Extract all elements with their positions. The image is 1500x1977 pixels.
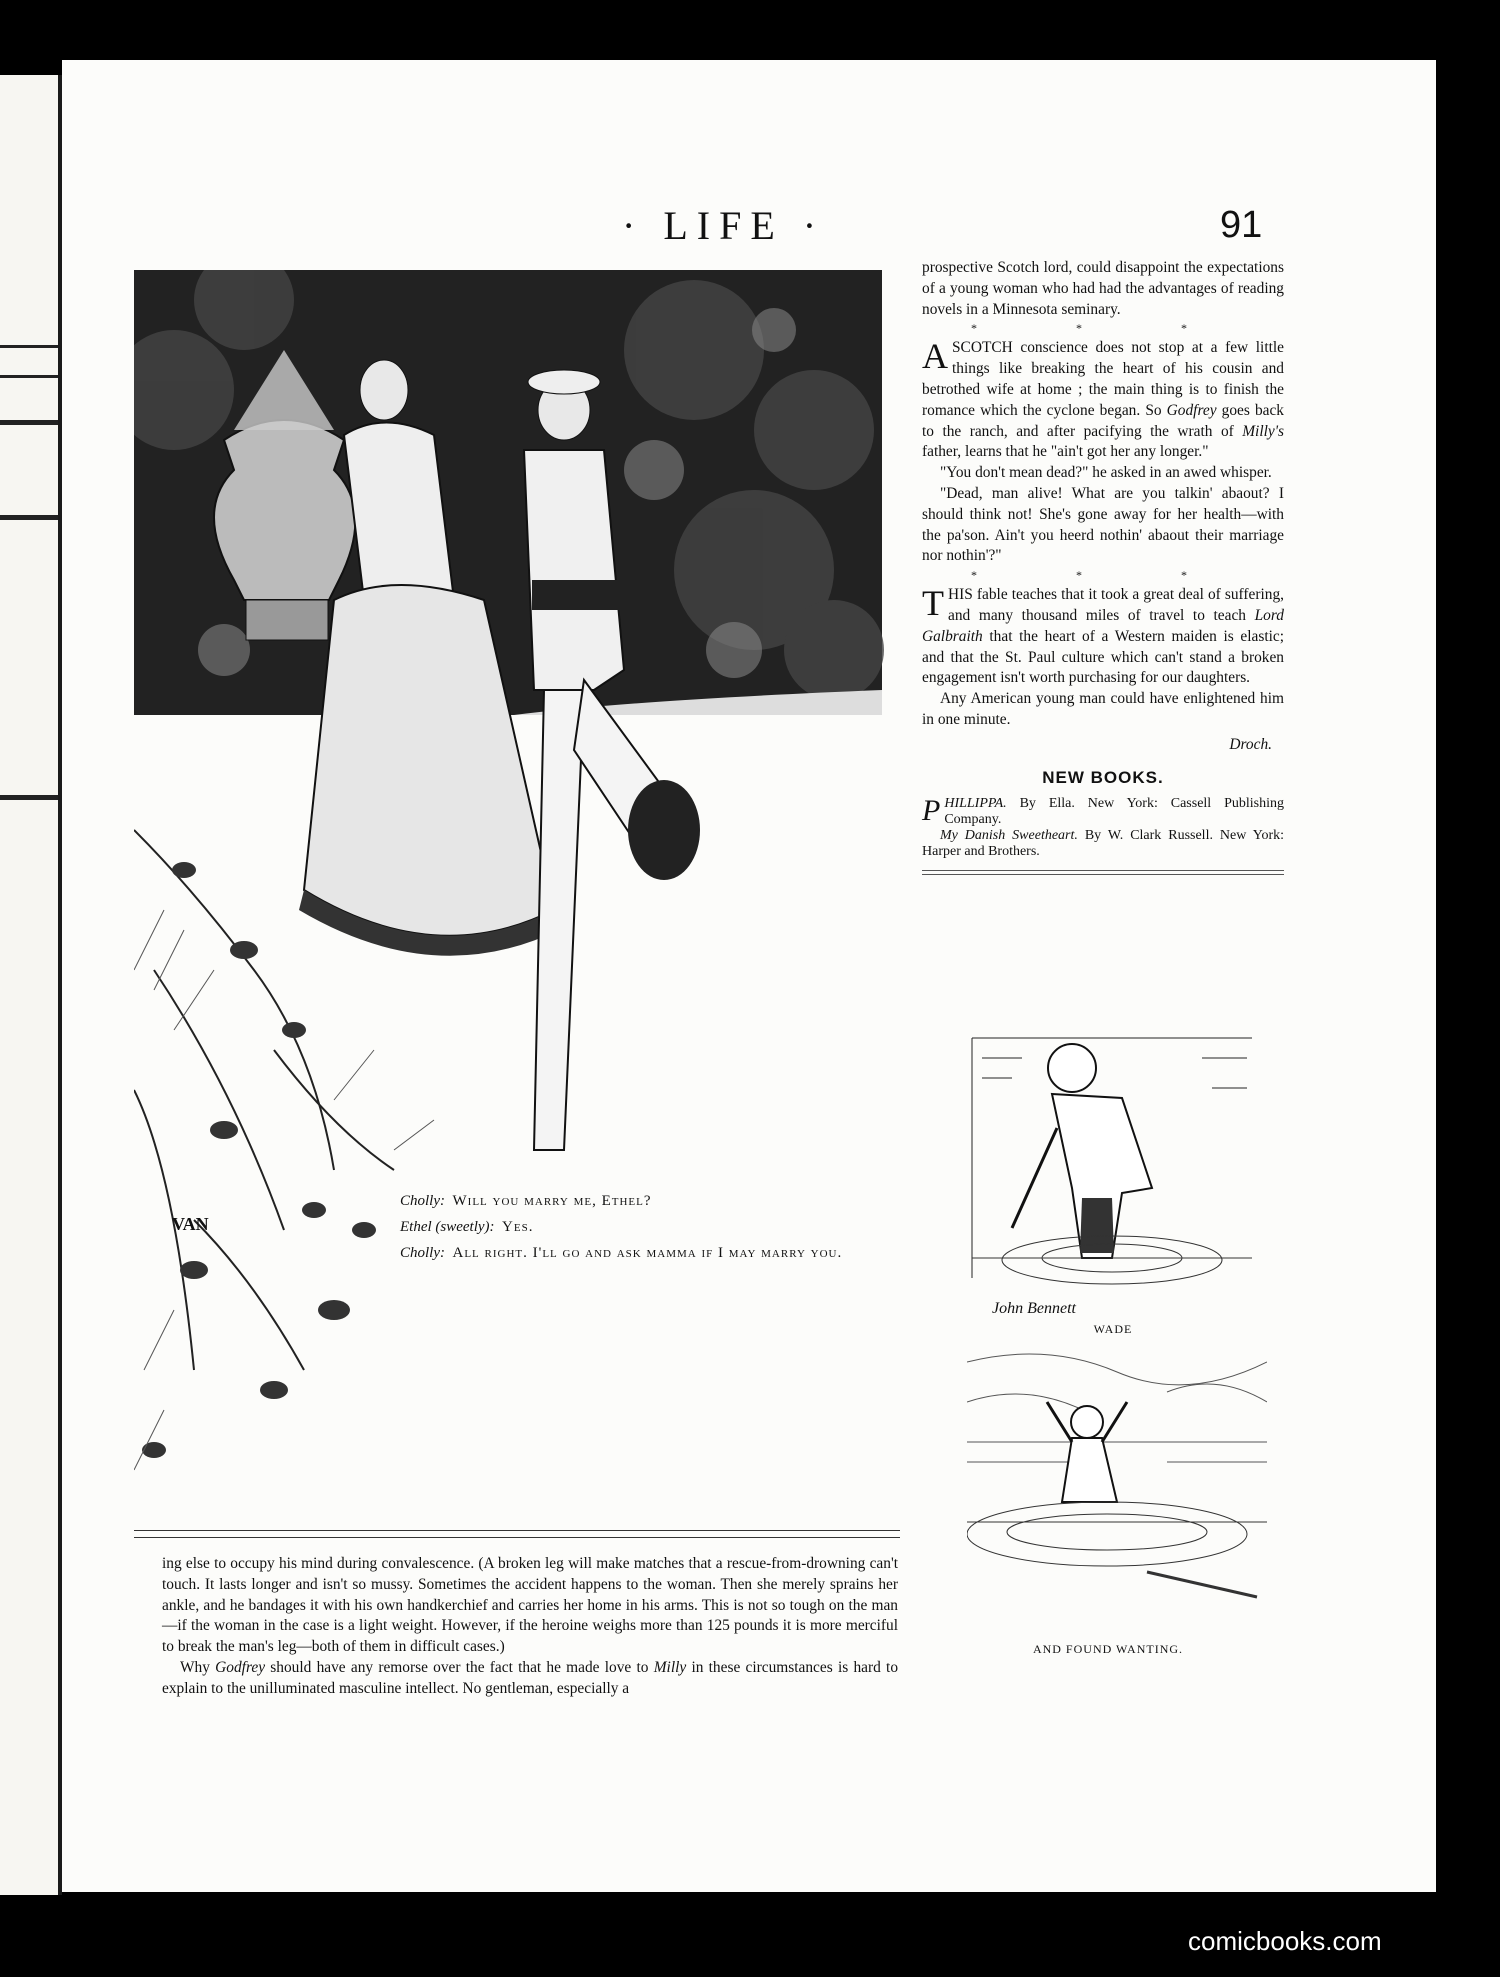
magazine-page (62, 60, 1436, 1892)
paragraph-5: THIS fable teaches that it took a great deal of suffering, and many thousand miles of travel to teach Lord Galbraith that the heart of a Western maiden is elastic; and that the St. Paul culture which can't stand a broken engagement isn't worth purchasing for our daughters. (922, 583, 1284, 687)
cartoon-signature: John Bennett (992, 1300, 1076, 1317)
illustration-drawing (134, 270, 899, 1505)
new-books-list (922, 796, 1284, 860)
book-entry-1: PHILLIPPA. By Ella. New York: Cassell Publishing Company. (922, 794, 1284, 828)
cartoon-found-wanting (967, 1342, 1267, 1612)
illustration-signature: VAN (172, 1214, 209, 1234)
cartoon-found-wanting-drawing (967, 1342, 1267, 1612)
bottom-paragraph-1: ing else to occupy his mind during convalescence. (A broken leg will make matches that a rescue-from-drowning can't touch. It lasts longer and isn't so mussy. Sometimes the accident happens to the woman. Then she merely sprains her ankle, and he bandages it with his own handkerchief and carries her home in his arms. This is not so tough on the man—if the woman in the case is a light weight. However, if the heroine weighs more than 125 pounds it is more merciful to break the man's leg—both of them in difficult cases.) (162, 1555, 898, 1656)
adjacent-page-edge (0, 75, 62, 1895)
cartoon-wade-drawing (962, 1028, 1264, 1290)
divider-rule (922, 870, 1284, 875)
paragraph-2: ASCOTCH conscience does not stop at a few little things like breaking the heart of his cousin and betrothed wife at home ; the main thing is to finish the romance which the cyclone began. So Godfrey goes back to the ranch, and after pacifying the wrath of Milly's father, learns that he "ain't got her any longer." (922, 336, 1284, 461)
main-illustration (134, 270, 899, 1505)
section-break: * * * (971, 321, 1235, 336)
caption-line-1: Cholly: Will you marry me, Ethel? (400, 1193, 652, 1209)
paragraph-1: prospective Scotch lord, could disappoint the expectations of a young woman who had had the advantages of reading novels in a Minnesota seminary. (922, 259, 1284, 318)
bottom-paragraph-2: Why Godfrey should have any remorse over the fact that he made love to Milly in these circumstances is hard to explain to the unilluminated masculine intellect. No gentleman, especially a (162, 1658, 899, 1697)
site-watermark: comicbooks.com (1188, 1926, 1382, 1956)
author-signature: Droch. (1229, 735, 1272, 753)
cartoon-wade-caption: WADE (1093, 1322, 1133, 1336)
paragraph-3: "You don't mean dead?" he asked in an awed whisper. (940, 464, 1272, 482)
section-break-2: * * * (971, 568, 1235, 583)
paragraph-6: Any American young man could have enlightened him in one minute. (922, 690, 1284, 728)
illustration-caption (400, 1188, 880, 1266)
book-entry-2: My Danish Sweetheart. By W. Clark Russell. New York: Harper and Brothers. (922, 828, 1284, 860)
cartoon-found-wanting-caption: AND FOUND WANTING. (1032, 1642, 1184, 1656)
caption-line-3: Cholly: All right. I'll go and ask mamma if I may marry you. (400, 1245, 843, 1261)
bottom-divider-rule (134, 1530, 900, 1538)
new-books-heading: NEW BOOKS. (1042, 767, 1164, 787)
caption-line-2: Ethel (sweetly): Yes. (400, 1219, 534, 1235)
bottom-column-text (162, 1554, 898, 1700)
right-column-text (922, 258, 1284, 885)
running-head: · LIFE · (622, 203, 826, 248)
page-number: 91 (1220, 204, 1263, 246)
cartoon-wade (962, 1028, 1264, 1290)
paragraph-4: "Dead, man alive! What are you talkin' abaout? I should think not! She's gone away for her health—with the pa'son. Ain't you heerd nothin' abaout their marriage nor nothin'?" (922, 484, 1284, 565)
